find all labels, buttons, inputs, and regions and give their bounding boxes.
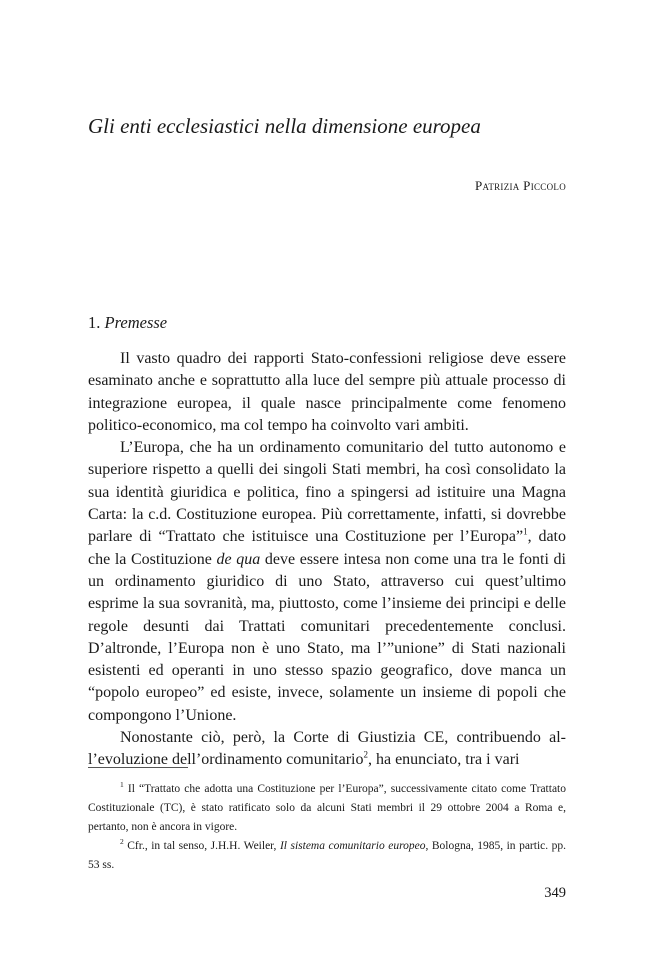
paragraph-3-text-b: , ha enunciato, tra i vari: [367, 751, 520, 769]
paragraph-2: [88, 437, 566, 727]
footnote-1-mark: 1: [120, 780, 124, 790]
footnote-separator: [88, 767, 188, 768]
section-name: Premesse: [104, 313, 168, 332]
paragraph-3-text-a: Nonostante ciò, però, la Corte di Giustizia CE, contribuendo all’evoluzione dell’ordinamento comunitario: [88, 729, 566, 769]
author-name: Patrizia Piccolo: [474, 178, 566, 193]
paragraph-2-text-b: , dato che la Costituzione: [88, 528, 567, 568]
footnote-ref-1: 1: [523, 527, 528, 538]
paragraph-2-text-a: L’Europa, che ha un ordinamento comunitario del tutto autonomo e superiore rispetto a quelli dei singoli Stati membri, ha così consolidato la sua identità giuridica e politica, fino a spingersi ad istituire una Magna Carta: la c.d. Costituzione europea. Più correttamente, infatti, si dovrebbe parlare di “Trattato che istituisce una Costituzione per l’Europa”: [88, 439, 566, 546]
body-text: [88, 348, 566, 772]
paragraph-3: [88, 727, 566, 772]
footnote-2-text-a: Cfr., in tal senso, J.H.H. Weiler,: [123, 840, 280, 852]
paragraph-2-italic: de qua: [216, 550, 261, 568]
footnotes: [88, 780, 566, 875]
footnote-1: [88, 780, 566, 837]
page-number: 349: [544, 885, 566, 901]
paragraph-2-text-c: deve essere intesa non come una tra le fonti di un ordinamento giuridico di uno Stato, attraverso cui quest’ultimo esprime la sua sovranità, ma, piuttosto, come l’insieme dei principi e delle regole desunti dai Trattati comunitari precedentemente conclusi. D’altronde, l’Europa non è uno Stato, ma l’”unione” di Stati nazionali esistenti ed operanti in uno stesso spazio geografico, dove manca un “popolo europeo” ed esiste, invece, solamente un insieme di popoli che compongono l’Unione.: [88, 550, 566, 724]
footnote-2-mark: 2: [120, 837, 124, 847]
footnote-ref-2: 2: [363, 750, 368, 761]
chapter-title: Gli enti ecclesiastici nella dimensione europea: [88, 114, 481, 138]
paragraph-1-text: Il vasto quadro dei rapporti Stato-confessioni religiose deve essere esaminato anche e soprattutto alla luce del sempre più attuale processo di integrazione europea, il quale nasce principalmente come fenomeno politico-economico, ma col tempo ha coinvolto vari ambiti.: [88, 350, 566, 434]
footnote-1-text: Il “Trattato che adotta una Costituzione per l’Europa”, successivamente citato come Trattato Costituzionale (TC), è stato ratificato solo da alcuni Stati membri il 29 ottobre 2004 a Roma e, pertanto, non è ancora in vigore.: [88, 783, 566, 833]
section-heading: [88, 313, 167, 333]
section-number: 1.: [88, 313, 101, 332]
footnote-2: [88, 837, 566, 875]
footnote-2-text-b: , Bologna, 1985, in partic. pp. 53 ss.: [88, 840, 567, 871]
footnote-2-book-title: Il sistema comunitario europeo: [279, 840, 426, 852]
paragraph-1: [88, 348, 566, 437]
